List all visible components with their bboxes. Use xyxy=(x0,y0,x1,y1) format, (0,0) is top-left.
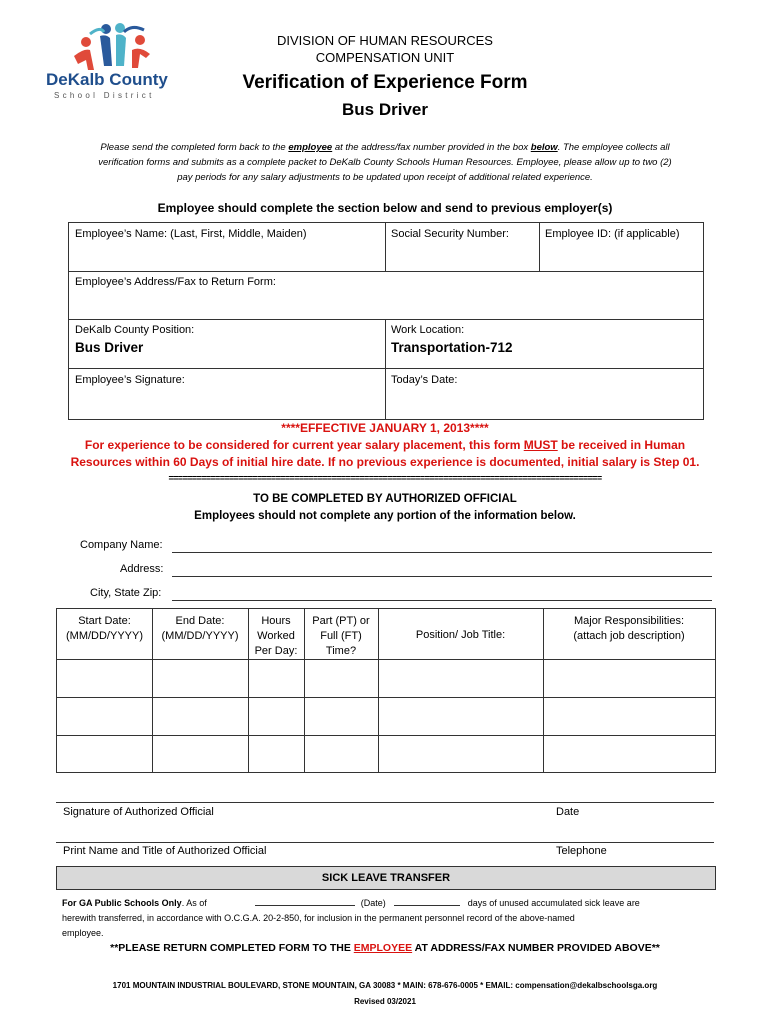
district-logo xyxy=(46,20,176,102)
company-name-label: Company Name: xyxy=(80,539,163,551)
position-label: DeKalb County Position: xyxy=(75,324,195,336)
return-form-notice: **PLEASE RETURN COMPLETED FORM TO THE EMPLOYEE AT ADDRESS/FAX NUMBER PROVIDED ABOVE** xyxy=(110,942,660,954)
deadline-notice-line2: Resources within 60 Days of initial hire date. If no previous experience is documented, initial salary is Step 01. xyxy=(70,455,700,469)
employee-address-field[interactable]: Employee’s Address/Fax to Return Form: xyxy=(75,276,276,288)
unit-heading: COMPENSATION UNIT xyxy=(315,50,455,65)
official-date-label: Date xyxy=(556,806,580,818)
city-state-zip-label: City, State Zip: xyxy=(90,587,162,599)
telephone-label: Telephone xyxy=(556,845,607,857)
employee-section-heading: Employee should complete the section below and send to previous employer(s) xyxy=(157,201,613,215)
company-address-field[interactable] xyxy=(172,576,712,577)
print-name-label: Print Name and Title of Authorized Official xyxy=(63,845,267,857)
revision-date: Revised 03/2021 xyxy=(354,997,416,1006)
col-responsibilities: Major Responsibilities: (attach job description) xyxy=(573,615,685,642)
col-part-full-time: Part (PT) or Full (FT) Time? xyxy=(312,615,370,657)
company-name-field[interactable] xyxy=(172,552,712,553)
official-section-heading: TO BE COMPLETED BY AUTHORIZED OFFICIAL xyxy=(253,493,517,505)
work-location-label: Work Location: xyxy=(391,324,465,336)
city-state-zip-field[interactable] xyxy=(172,600,712,601)
sick-leave-heading: SICK LEAVE TRANSFER xyxy=(56,866,716,890)
sick-leave-days-field[interactable] xyxy=(394,905,460,906)
official-signature-field[interactable] xyxy=(56,802,714,803)
sick-leave-text: For GA Public Schools Only. As of (Date) days of unused accumulated sick leave are herewith transferred, in accordance with O.C.G.A. 20-2-850, for inclusion in the permanent personnel record of the above-named employee. xyxy=(62,898,640,938)
sick-leave-date-field[interactable] xyxy=(255,905,355,906)
division-heading: DIVISION OF HUMAN RESOURCES xyxy=(277,33,493,48)
footer-address: 1701 MOUNTAIN INDUSTRIAL BOULEVARD, STONE MOUNTAIN, GA 30083 * MAIN: 678-676-0005 * EMAIL: compensation@dekalbschoolsga.org xyxy=(112,981,658,990)
employee-signature-field[interactable]: Employee’s Signature: xyxy=(75,374,185,386)
intro-paragraph: Please send the completed form back to the employee at the address/fax number provided in the box below. The employee collects all verification forms and submits as a complete packet to DeKalb County Schools Human Resources. Employee, please allow up to two (2) pay periods for any salary adjustments to be updated upon receipt of additional related experience. xyxy=(98,142,672,183)
employee-id-field[interactable]: Employee ID: (if applicable) xyxy=(545,228,680,240)
todays-date-field[interactable]: Today’s Date: xyxy=(391,374,458,386)
effective-date-notice: ****EFFECTIVE JANUARY 1, 2013**** xyxy=(281,421,489,435)
official-print-name-field[interactable] xyxy=(56,842,714,843)
page-subtitle: Bus Driver xyxy=(342,100,428,119)
logo-name: DeKalb County xyxy=(46,70,168,89)
employee-info-table xyxy=(68,222,704,420)
address-label: Address: xyxy=(120,563,164,575)
ssn-field[interactable]: Social Security Number: xyxy=(391,228,509,240)
logo-subtitle: School District xyxy=(54,91,155,100)
col-end-date: End Date: (MM/DD/YYYY) xyxy=(161,615,239,642)
work-location-value: Transportation-712 xyxy=(391,340,513,355)
employee-name-field[interactable]: Employee’s Name: (Last, First, Middle, Maiden) xyxy=(75,228,307,240)
page-title: Verification of Experience Form xyxy=(242,72,528,93)
official-signature-label: Signature of Authorized Official xyxy=(63,806,214,818)
col-position-title: Position/ Job Title: xyxy=(415,629,506,641)
official-section-subheading: Employees should not complete any portion of the information below. xyxy=(194,510,576,522)
col-hours-per-day: Hours Worked Per Day: xyxy=(254,615,298,657)
col-start-date: Start Date: (MM/DD/YYYY) xyxy=(66,615,143,642)
logo-figures-icon xyxy=(60,20,180,74)
experience-table xyxy=(56,608,716,773)
section-divider: ============================================================================================= xyxy=(168,473,602,483)
deadline-notice-line1: For experience to be considered for current year salary placement, this form MUST be received in Human xyxy=(84,438,686,452)
position-value: Bus Driver xyxy=(75,340,144,355)
